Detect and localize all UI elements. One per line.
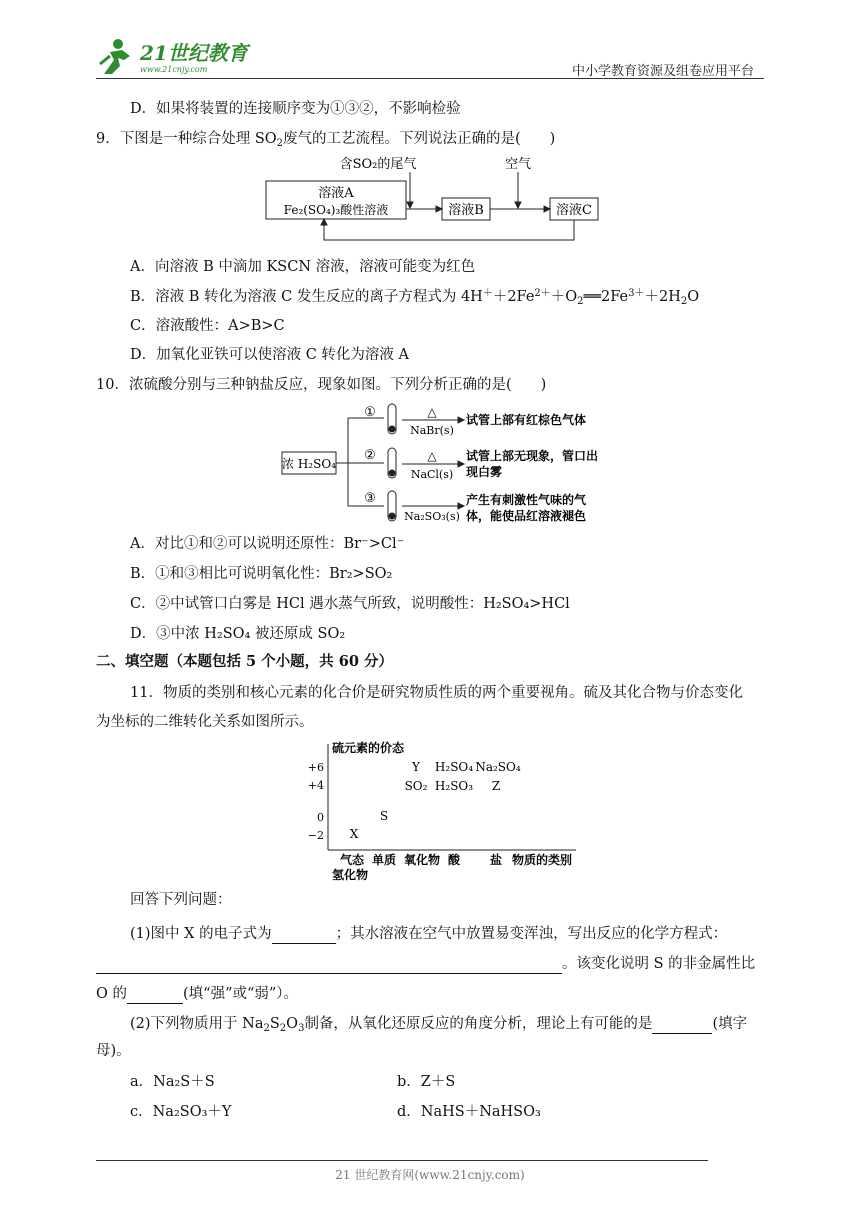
xcat-hydride: 氢化物 xyxy=(331,868,369,882)
point-X: X xyxy=(349,827,359,841)
q9-flow-diagram xyxy=(260,152,610,248)
q11-stem-line2: 为坐标的二维转化关系如图所示。 xyxy=(96,714,314,730)
point-H2SO4: H₂SO₄ xyxy=(434,760,474,774)
xcat-gas: 气态 xyxy=(339,853,365,867)
answer-blank-2[interactable] xyxy=(96,973,562,974)
header-rule xyxy=(96,78,764,79)
point-Z: Z xyxy=(491,779,501,793)
flow-input-so2: 含SO₂的尾气 xyxy=(339,157,417,172)
answer-blank-4[interactable] xyxy=(652,1033,712,1034)
xcat-oxide: 氧化物 xyxy=(403,853,441,867)
test-tube-icons xyxy=(388,404,396,521)
reagent-2: NaCl(s) xyxy=(410,468,454,481)
observation-3a: 产生有刺激性气味的气 xyxy=(466,493,587,507)
ytick-zero: 0 xyxy=(317,811,324,824)
point-SO2: SO₂ xyxy=(404,779,428,793)
chart-xlabel: 物质的类别 xyxy=(511,853,573,867)
answer-blank-1[interactable] xyxy=(272,943,336,944)
q9-option-b: B．溶液 B 转化为溶液 C 发生反应的离子方程式为 $4H^++2Fe^{2+}+O_2══2Fe^{3+}+2H_2O$ xyxy=(130,288,700,307)
observation-2a: 试管上部无现象，管口出 xyxy=(466,449,599,463)
logo-url: www.21cnjy.com xyxy=(140,65,208,74)
point-S: S xyxy=(379,809,389,823)
xcat-element: 单质 xyxy=(371,853,397,867)
point-Y: Y xyxy=(412,760,420,774)
q10-reaction-diagram xyxy=(278,400,638,528)
q11-stem-line1: 11．物质的类别和核心元素的化合价是研究物质性质的两个重要视角。硫及其化合物与价态变化 xyxy=(130,685,743,701)
flow-input-air: 空气 xyxy=(504,157,532,172)
observation-1: 试管上部有红棕色气体 xyxy=(466,413,587,427)
ytick-minus2: −2 xyxy=(307,829,324,842)
ytick-plus6: +6 xyxy=(307,761,324,774)
header-platform-text: 中小学教育资源及组卷应用平台 xyxy=(571,64,754,79)
runner-icon xyxy=(100,39,130,74)
q9-stem: 9．下图是一种综合处理 $SO_2$废气的工艺流程。下列说法正确的是( ) xyxy=(96,131,556,149)
chart-ylabel: 硫元素的价态 xyxy=(332,741,405,755)
q10-option-a: A．对比①和②可以说明还原性：Br⁻>Cl⁻ xyxy=(130,536,405,552)
q11-part2-line2: 母)。 xyxy=(96,1043,131,1059)
q10-option-c: C．②中试管口白雾是 HCl 遇水蒸气所致，说明酸性：H₂SO₄>HCl xyxy=(130,596,570,612)
q11-part1-line3: O 的 (填“强”或“弱”）。 xyxy=(96,986,299,1002)
reagent-3: Na₂SO₃(s) xyxy=(404,510,460,523)
q9-option-c: C．溶液酸性：A>B>C xyxy=(130,318,285,334)
flow-box-c-label: 溶液C xyxy=(556,203,592,218)
q9-option-a: A．向溶液 B 中滴加 KSCN 溶液，溶液可能变为红色 xyxy=(130,259,476,275)
q11-part1-line2: 。该变化说明 S 的非金属性比 xyxy=(96,954,755,974)
xcat-acid: 酸 xyxy=(447,853,461,867)
heat-symbol-1: △ xyxy=(427,405,437,419)
reagent-1: NaBr(s) xyxy=(410,424,454,437)
q11-option-a: a．Na₂S＋S xyxy=(130,1074,215,1090)
site-logo xyxy=(96,34,256,78)
tube-number-1: ① xyxy=(364,405,376,420)
q11-option-d: d．NaHS＋NaHSO₃ xyxy=(397,1104,541,1120)
footer-text: 21 世纪教育网(www.21cnjy.com) xyxy=(335,1168,525,1182)
q10-stem: 10．浓硫酸分别与三种钠盐反应，现象如图。下列分析正确的是( ) xyxy=(96,377,547,393)
section-2-title: 二、填空题（本题包括 5 个小题，共 60 分） xyxy=(96,653,393,670)
answer-blank-3[interactable] xyxy=(127,1003,183,1004)
q10-option-d: D．③中浓 H₂SO₄ 被还原成 SO₂ xyxy=(130,626,346,642)
observation-2b: 现白雾 xyxy=(466,465,503,479)
q11-answer-prompt: 回答下列问题： xyxy=(130,892,232,908)
point-H2SO3: H₂SO₃ xyxy=(434,779,474,793)
ytick-plus4: +4 xyxy=(307,779,324,792)
flow-box-b-label: 溶液B xyxy=(448,203,484,218)
flow-box-a-line2: Fe₂(SO₄)₃酸性溶液 xyxy=(283,203,389,217)
flow-box-a-line1: 溶液A xyxy=(318,186,354,201)
tube-number-3: ③ xyxy=(364,491,376,506)
q11-part1-line1: (1)图中 X 的电子式为 ；其水溶液在空气中放置易变浑浊，写出反应的化学方程式： xyxy=(130,926,728,942)
footer-rule xyxy=(96,1160,708,1161)
xcat-salt: 盐 xyxy=(489,853,503,867)
source-label: 浓 H₂SO₄ xyxy=(282,457,336,471)
q9-option-d: D．加氧化亚铁可以使溶液 C 转化为溶液 A xyxy=(130,347,410,363)
tube-number-2: ② xyxy=(364,448,376,463)
q11-part2-line1: (2)下列物质用于 $Na_2S_2O_3$制备，从氧化还原反应的角度分析，理论上有可能的是 (填字 xyxy=(130,1016,748,1034)
q10-option-b: B．①和③相比可说明氧化性：Br₂>SO₂ xyxy=(130,566,393,582)
observation-3b: 体，能使品红溶液褪色 xyxy=(466,509,587,523)
heat-symbol-2: △ xyxy=(427,449,437,463)
q11-option-c: c．Na₂SO₃＋Y xyxy=(130,1104,232,1120)
q8-option-d: D．如果将装置的连接顺序变为①③②，不影响检验 xyxy=(130,101,461,117)
logo-text: 21世纪教育 xyxy=(140,41,248,65)
q11-valence-chart xyxy=(306,738,596,884)
q11-option-b: b．Z＋S xyxy=(397,1074,456,1090)
point-Na2SO4: Na₂SO₄ xyxy=(475,760,521,774)
